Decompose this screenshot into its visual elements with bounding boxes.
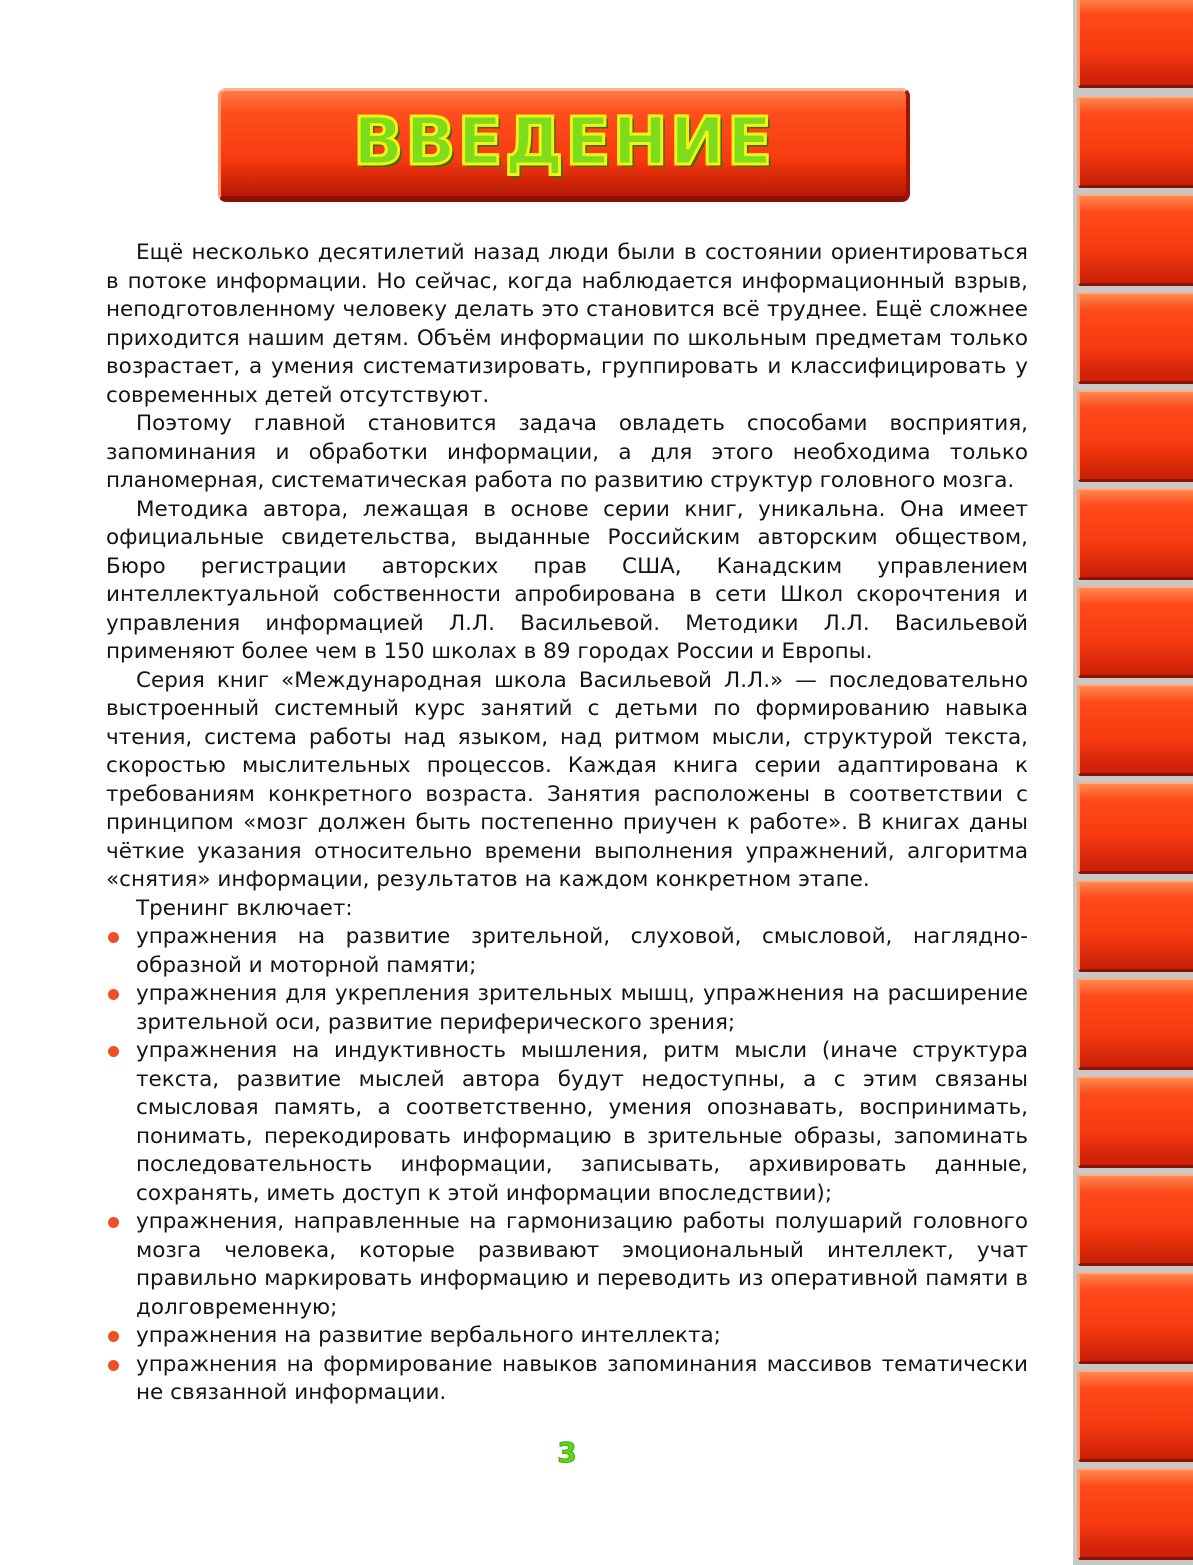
list-item	[106, 1037, 1028, 1208]
decor-brick	[1077, 978, 1193, 1070]
decor-brick	[1077, 1468, 1193, 1560]
page-number: 3	[557, 1436, 577, 1469]
title-banner	[218, 88, 910, 202]
list-item	[106, 1351, 1028, 1408]
body-text	[106, 239, 1028, 1408]
list-item	[106, 1322, 1028, 1351]
list-item-text: упражнения, направленные на гармонизацию работы полушарий головного мозга человека, которые развивают эмоциональный интеллект, учат правильно маркировать информацию и переводить из оперативной памяти в долговременную;	[136, 1209, 1028, 1320]
bullet-icon	[108, 989, 119, 1000]
decor-brick	[1077, 684, 1193, 776]
paragraph: Поэтому главной становится задача овладеть способами восприятия, запоминания и обработки информации, а для этого необходима только планомерная, систематическая работа по развитию структур головного мозга.	[106, 411, 1028, 493]
list-item	[106, 1208, 1028, 1322]
bullet-icon	[108, 1046, 119, 1057]
paragraph: Серия книг «Международная школа Васильевой Л.Л.» — последовательно выстроенный системный курс занятий с детьми по формированию навыка чтения, система работы над языком, над ритмом мысли, структурой текста, скоростью мыслительных процессов. Каждая книга серии адаптирована к требованиям конкретного возраста. Занятия расположены в соответствии с принципом «мозг должен быть постепенно приучен к работе». В книгах даны чёткие указания относительно времени выполнения упражнений, алгоритма «снятия» информации, результатов на каждом конкретном этапе.	[106, 667, 1028, 892]
list-item-text: упражнения на развитие зрительной, слуховой, смысловой, наглядно-образной и моторной памяти;	[136, 924, 1028, 978]
page-title: ВВЕДЕНИЕ	[352, 103, 775, 180]
decor-brick	[1077, 1174, 1193, 1266]
list-item	[106, 923, 1028, 980]
list-item-text: упражнения на развитие вербального интеллекта;	[136, 1323, 721, 1348]
decor-brick	[1077, 586, 1193, 678]
decor-brick	[1077, 194, 1193, 286]
list-item	[106, 980, 1028, 1037]
decor-brick	[1077, 96, 1193, 188]
decor-brick	[1077, 1272, 1193, 1364]
decor-brick	[1077, 880, 1193, 972]
decor-brick	[1077, 782, 1193, 874]
bullet-icon	[108, 1360, 119, 1371]
decor-brick	[1077, 390, 1193, 482]
paragraph: Методика автора, лежащая в основе серии книг, уникальна. Она имеет официальные свидетельства, выданные Российским авторским обществом, Бюро регистрации авторских прав США, Канадским управлением интеллектуальной собственности апробирована в сети Школ скорочтения и управления информацией Л.Л. Васильевой. Методики Л.Л. Васильевой применяют более чем в 150 школах в 89 городах России и Европы.	[106, 496, 1028, 664]
decor-brick	[1077, 1370, 1193, 1462]
decor-brick	[1077, 292, 1193, 384]
list-item-text: упражнения на индуктивность мышления, ритм мысли (иначе структура текста, развитие мыслей автора будут недоступны, а с этим связаны смысловая память, а соответственно, умения опознавать, воспринимать, понимать, перекодировать информацию в зрительные образы, запоминать последовательность информации, записывать, архивировать данные, сохранять, иметь доступ к этой информации впоследствии);	[136, 1038, 1028, 1206]
bullet-icon	[108, 1217, 119, 1228]
list-item-text: упражнения для укрепления зрительных мышц, упражнения на расширение зрительной оси, развитие периферического зрения;	[136, 981, 1028, 1035]
list-item-text: упражнения на формирование навыков запоминания массивов тематически не связанной информации.	[136, 1351, 1028, 1405]
paragraph: Тренинг включает:	[136, 895, 353, 921]
bullet-icon	[108, 1331, 119, 1342]
decor-brick	[1077, 1076, 1193, 1168]
training-list	[106, 923, 1028, 1408]
paragraph: Ещё несколько десятилетий назад люди были в состоянии ориентироваться в потоке информации. Но сейчас, когда наблюдается информационный взрыв, неподготовленному человеку делать это становится всё труднее. Ещё сложнее приходится нашим детям. Объём информации по школьным предметам только возрастает, а умения систематизировать, группировать и классифицировать у современных детей отсутствуют.	[106, 240, 1028, 408]
decor-brick	[1077, 488, 1193, 580]
bullet-icon	[108, 932, 119, 943]
decor-brick	[1077, 0, 1193, 88]
side-decor-strip	[1073, 0, 1193, 1565]
